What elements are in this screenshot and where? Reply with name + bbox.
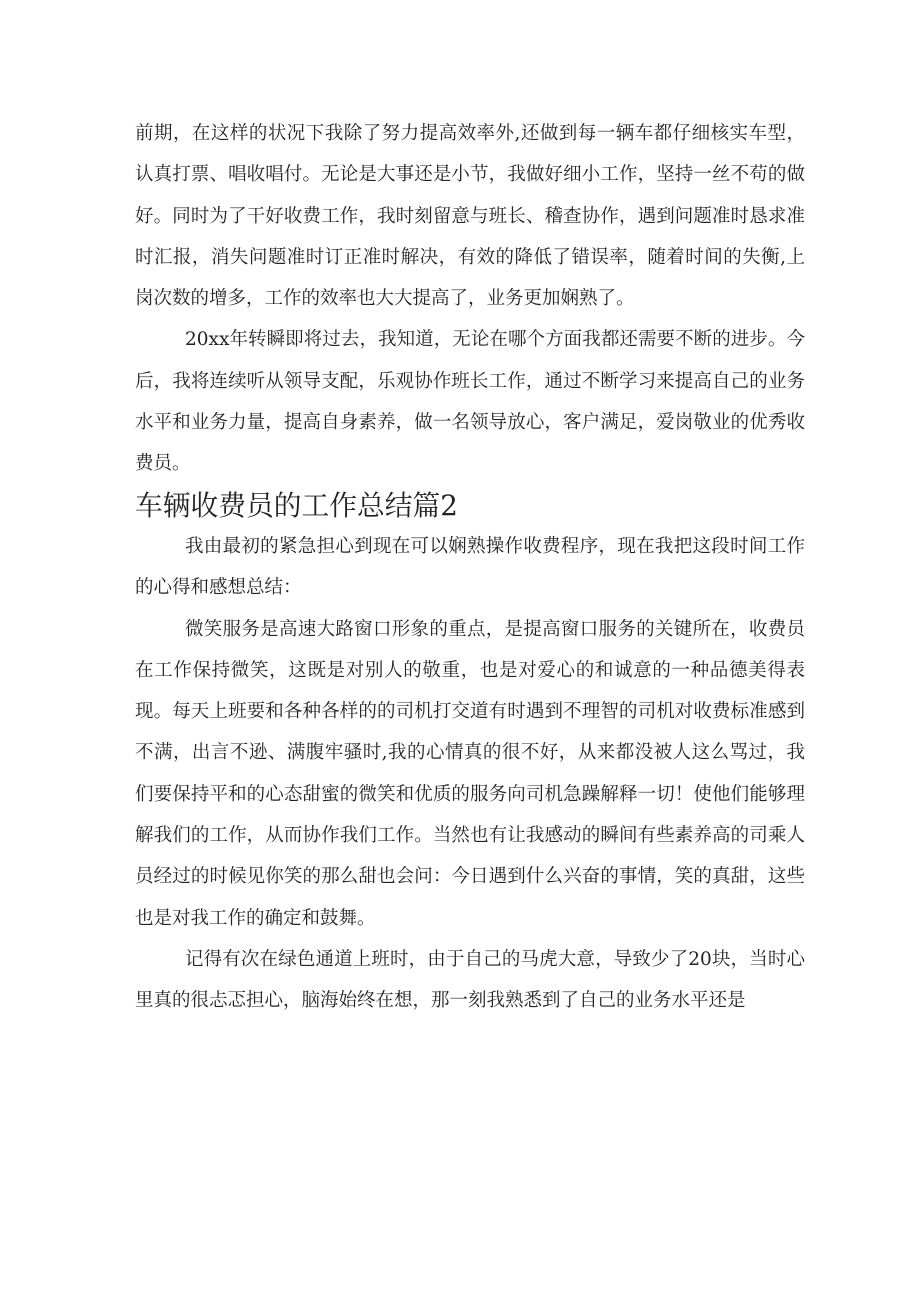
paragraph-5: 记得有次在绿色通道上班时，由于自己的马虎大意，导致少了20块，当时心里真的很忐忑担心，脑海始终在想，那一刻我熟悉到了自己的业务水平还是 — [135, 948, 805, 1012]
paragraph-1: 前期，在这样的状况下我除了努力提高效率外,还做到每一辆车都仔细核实车型，认真打票、唱收唱付。无论是大事还是小节，我做好细小工作，坚持一丝不苟的做好。同时为了干好收费工作，我时刻留意与班长、稽查协作，遇到问题准时恳求准时汇报，消失问题准时订正准时解决，有效的降低了错误率，随着时间的失衡,上岗次数的增多，工作的效率也大大提高了，业务更加娴熟了。 — [135, 123, 805, 310]
section-heading: 车辆收费员的工作总结篇2 — [135, 488, 458, 522]
paragraph-2: 20xx年转瞬即将过去，我知道，无论在哪个方面我都还需要不断的进步。今后，我将连续听从领导支配，乐观协作班长工作，通过不断学习来提高自己的业务水平和业务力量，提高自身素养，做一名领导放心，客户满足，爱岗敬业的优秀收费员。 — [135, 329, 805, 475]
paragraph-3: 我由最初的紧急担心到现在可以娴熟操作收费程序，现在我把这段时间工作的心得和感想总结： — [135, 535, 805, 599]
document-body — [135, 113, 805, 1022]
paragraph-4: 微笑服务是高速大路窗口形象的重点，是提高窗口服务的关键所在，收费员在工作保持微笑，这既是对别人的敬重，也是对爱心的和诚意的一种品德美得表现。每天上班要和各种各样的的司机打交道有时遇到不理智的司机对收费标准感到不满，出言不逊、满腹牢骚时,我的心情真的很不好，从来都没被人这么骂过，我们要保持平和的心态甜蜜的微笑和优质的服务向司机急躁解释一切！使他们能够理解我们的工作，从而协作我们工作。当然也有让我感动的瞬间有些素养高的司乘人员经过的时候见你笑的那么甜也会问：今日遇到什么兴奋的事情，笑的真甜，这些也是对我工作的确定和鼓舞。 — [135, 618, 805, 929]
